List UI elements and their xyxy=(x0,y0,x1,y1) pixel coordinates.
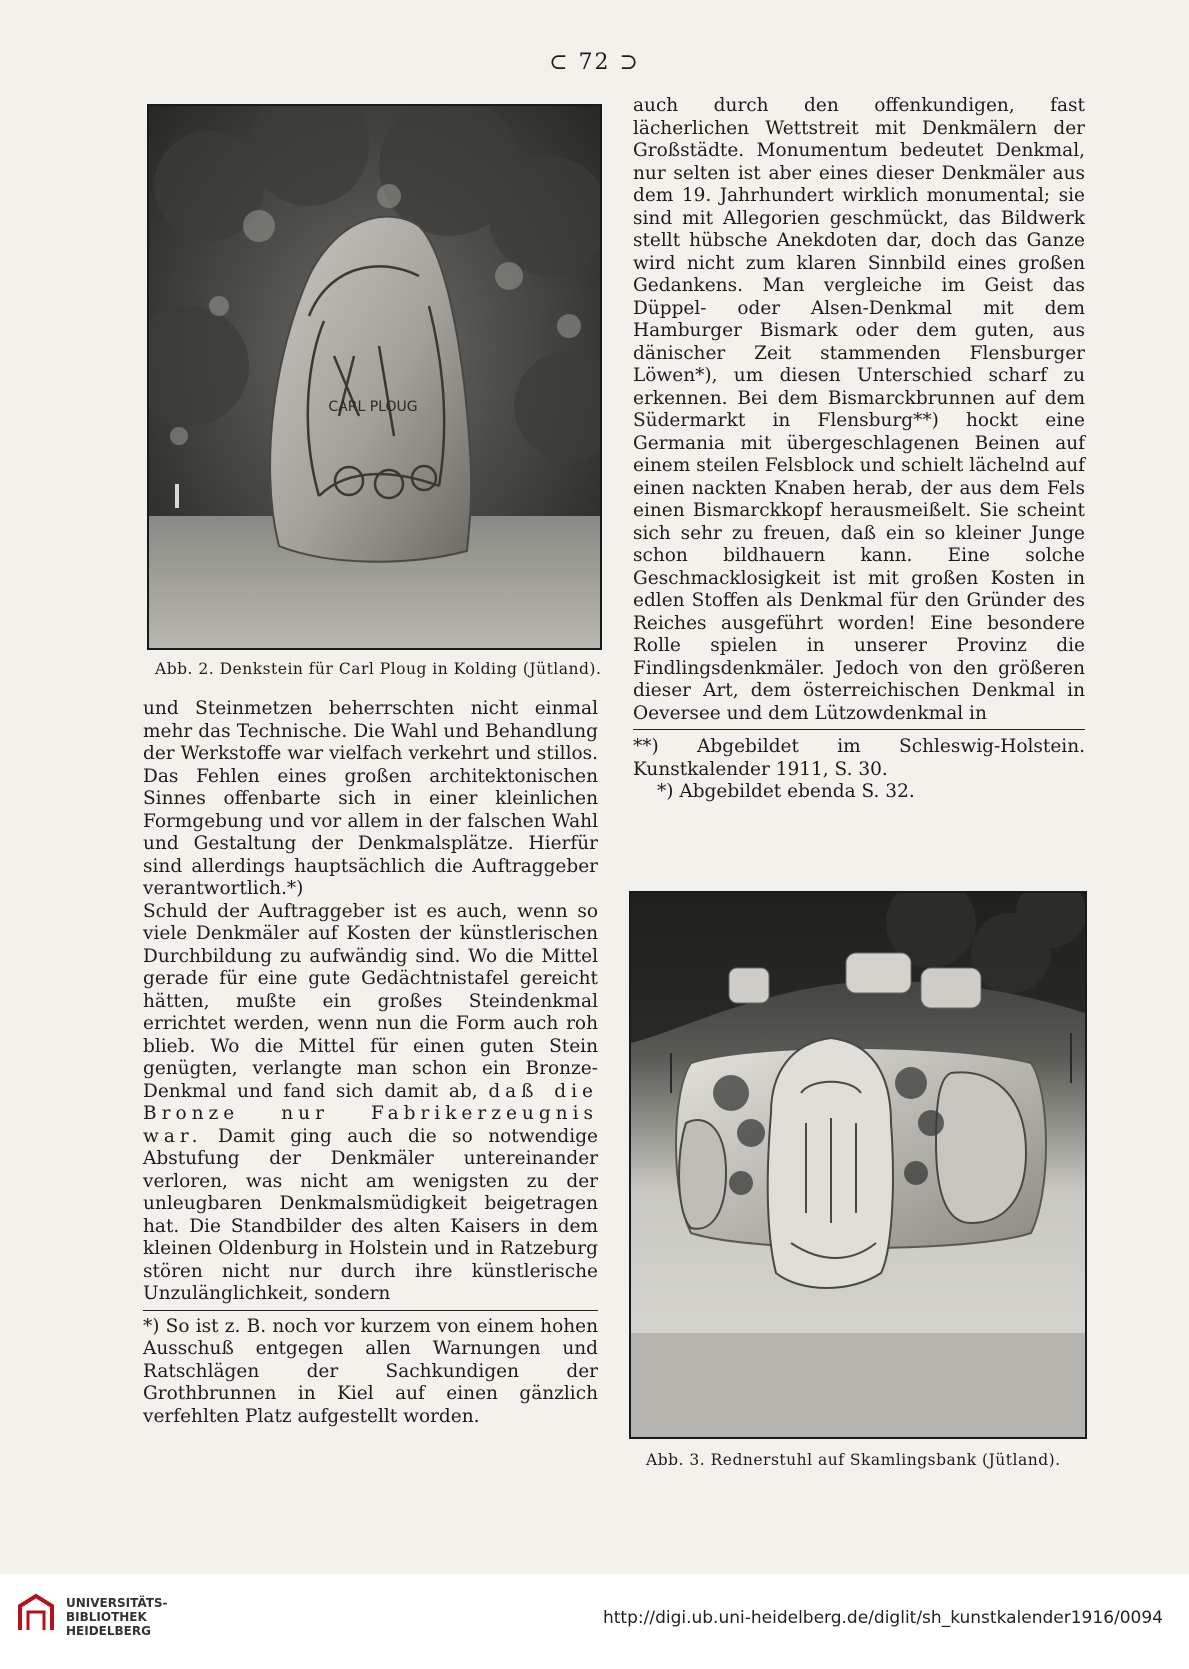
rune-stone-illustration xyxy=(149,106,600,648)
left-footnote: *) So ist z. B. noch vor kurzem von einem hohen Ausschuß entgegen allen Warnungen und Ratschlägen der Sachkundigen der Grothbrunnen in Kiel auf einen gänzlich verfehlten Platz aufgestellt worden. xyxy=(143,1315,598,1427)
logo-line-3: HEIDELBERG xyxy=(66,1624,151,1638)
left-paragraph-2b: Damit ging auch die so notwendige Abstufung der Denkmäler untereinander verloren, was nicht am wenigsten zu der unleugbaren Denkmalsmüdigkeit beigetragen hat. Die Standbilder des alten Kaisers in dem kleinen Oldenburg in Holstein und in Ratzeburg stören nicht nur durch ihre künstlerische Unzulänglichkeit, sondern xyxy=(143,1125,598,1304)
figure-2-photo xyxy=(147,104,602,650)
left-column xyxy=(143,698,598,1428)
left-paragraph-2a: Schuld der Auftraggeber ist es auch, wenn so viele Denkmäler auf Kosten der künstlerischen Durchbildung zu aufwändig sind. Wo die Mittel gerade für eine gute Gedächtnistafel gereicht hätten, mußte ein großes Steindenkmal errichtet werden, wenn nun die Form auch roh blieb. Wo die Mittel für einen guten Stein genügten, verlangte man schon ein Bronze-Denkmal und fand sich damit ab, xyxy=(143,900,598,1102)
rednerstuhl-illustration xyxy=(631,893,1085,1437)
figure-2-caption: Abb. 2. Denkstein für Carl Ploug in Kolding (Jütland). xyxy=(155,660,602,678)
stone-inscription: CARL PLOUG xyxy=(328,399,418,415)
logo-line-2: BIBLIOTHEK xyxy=(66,1610,147,1624)
figure-3-caption: Abb. 3. Rednerstuhl auf Skamlingsbank (Jütland). xyxy=(646,1451,1061,1469)
library-logo-icon xyxy=(16,1592,58,1634)
library-logo-text xyxy=(66,1596,168,1638)
page-number-value: 72 xyxy=(578,50,611,75)
left-footnote-rule xyxy=(143,1310,598,1311)
right-paragraph: auch durch den offenkundigen, fast lächerlichen Wettstreit mit Denkmälern der Großstädte. Monumentum bedeutet Denkmal, nur selten ist aber eines dieser Denkmäler aus dem 19. Jahrhundert wirklich monumental; sie sind mit Allegorien geschmückt, das Bildwerk stellt hübsche Anekdoten dar, doch das Ganze wird nicht zum klaren Sinnbild eines großen Gedankens. Man vergleiche im Geist das Düppel- oder Alsen-Denkmal mit dem Hamburger Bismark oder dem guten, aus dänischer Zeit stammenden Flensburger Löwen*), um diesen Unterschied scharf zu erkennen. Bei dem Bismarckbrunnen auf dem Südermarkt in Flensburg**) hockt eine Germania mit übergeschlagenen Beinen auf einem steilen Felsblock und schielt lächelnd auf einen nackten Knaben herab, der aus dem Fels einen Bismarckkopf herausmeißelt. Sie scheint sich sehr zu freuen, daß ein so kleiner Junge schon bildhauern kann. Eine solche Geschmacklosigkeit ist mit großen Kosten in edlen Stoffen als Denkmal für den Gründer des Reiches ausgeführt worden! Eine besondere Rolle spielen in unserer Provinz die Findlingsdenkmäler. Jedoch von den größeren dieser Art, dem österreichischen Denkmal in Oeversee und dem Lützowdenkmal in xyxy=(633,95,1085,724)
left-paragraph-2 xyxy=(143,901,598,1306)
right-footnote-rule xyxy=(633,729,1085,730)
right-footnote-2: *) Abgebildet ebenda S. 32. xyxy=(657,781,915,802)
logo-line-1: UNIVERSITÄTS- xyxy=(66,1596,168,1610)
left-paragraph-2-emphasis: daß die Bronze nur Fabrikerzeugnis war. xyxy=(143,1080,598,1147)
left-paragraph-1: und Steinmetzen beherrschten nicht einmal mehr das Technische. Die Wahl und Behandlung der Werkstoffe war vielfach verkehrt und stillos. Das Fehlen eines großen architektonischen Sinnes offenbarte sich in einer kleinlichen Formgebung und vor allem in der falschen Wahl und Gestaltung der Denkmalsplätze. Hierfür sind allerdings hauptsächlich die Auftraggeber verantwortlich.*) xyxy=(143,698,598,899)
footer-bar xyxy=(0,1574,1189,1669)
page-number: ⊂ 72 ⊃ xyxy=(549,50,640,75)
figure-3-photo xyxy=(629,891,1087,1439)
right-column xyxy=(633,95,1085,804)
right-footnote-1: **) Abgebildet im Schleswig-Holstein. Kunstkalender 1911, S. 30. xyxy=(633,736,1085,780)
source-url[interactable]: http://digi.ub.uni-heidelberg.de/diglit/sh_kunstkalender1916/0094 xyxy=(602,1608,1163,1628)
